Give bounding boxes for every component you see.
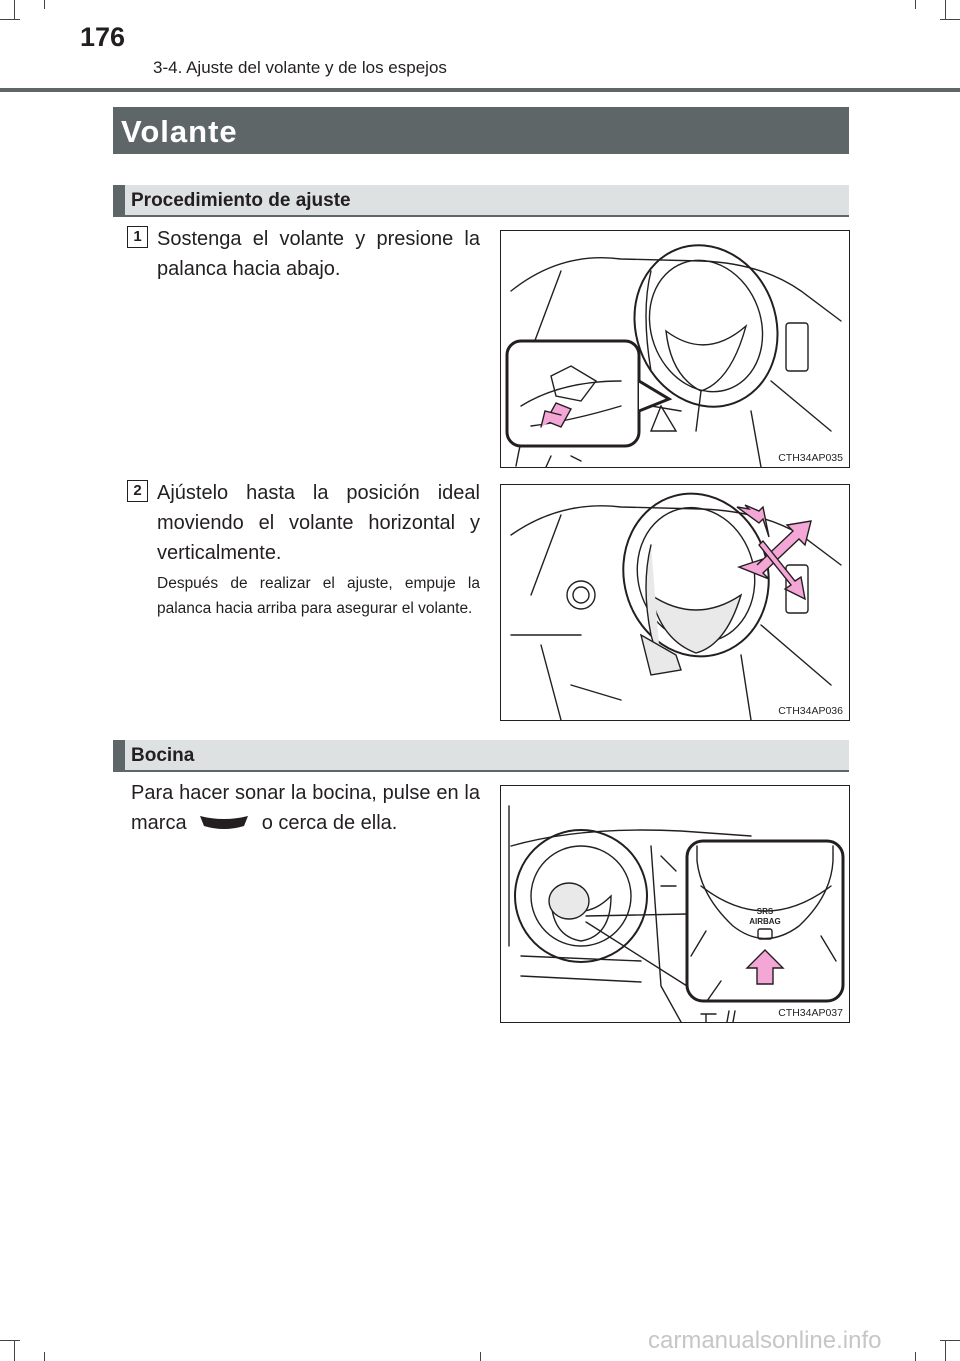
crop-mark bbox=[0, 1340, 20, 1341]
horn-heading-label: Bocina bbox=[131, 745, 195, 766]
horn-text-after: o cerca de ella. bbox=[261, 812, 398, 834]
heading-bar bbox=[113, 740, 125, 772]
heading-bar bbox=[113, 185, 125, 217]
airbag-label: SRS bbox=[756, 907, 774, 916]
header-rule bbox=[0, 88, 960, 92]
crop-mark bbox=[940, 1340, 960, 1341]
page-number: 176 bbox=[80, 22, 126, 52]
crop-mark bbox=[44, 1352, 45, 1361]
crop-mark bbox=[480, 1352, 481, 1361]
crop-mark bbox=[945, 0, 946, 20]
crop-mark bbox=[915, 1352, 916, 1361]
figure-code: CTH34AP035 bbox=[778, 452, 843, 464]
crop-mark bbox=[14, 1340, 15, 1361]
horn-icon bbox=[198, 811, 250, 831]
horn-text-before: Para hacer sonar la bocina, pulse en la marca bbox=[131, 782, 480, 834]
airbag-label: AIRBAG bbox=[749, 917, 781, 926]
crop-mark bbox=[44, 0, 45, 9]
figure-code: CTH34AP037 bbox=[778, 1007, 843, 1019]
adjustment-heading bbox=[113, 185, 849, 217]
steering-wheel-illustration bbox=[501, 786, 849, 1022]
step-1-text: Sostenga el volante y presione la palanca hacia abajo. bbox=[157, 228, 480, 280]
crop-mark bbox=[915, 0, 916, 9]
watermark: carmanualsonline.info bbox=[648, 1327, 882, 1354]
step-2-text: Ajústelo hasta la posición ideal moviendo el volante horizontal y verticalmente. bbox=[157, 482, 480, 564]
section-title: 3-4. Ajuste del volante y de los espejos bbox=[153, 58, 447, 77]
adjust-arrows-icon bbox=[737, 505, 811, 599]
crop-mark bbox=[945, 1340, 946, 1361]
step-number-2: 2 bbox=[127, 480, 148, 502]
figure-horn bbox=[500, 785, 850, 1023]
adjustment-heading-label: Procedimiento de ajuste bbox=[131, 190, 351, 211]
horn-heading bbox=[113, 740, 849, 772]
steering-wheel-illustration bbox=[501, 485, 849, 720]
crop-mark bbox=[14, 0, 15, 20]
figure-lever bbox=[500, 230, 850, 468]
step-number-1: 1 bbox=[127, 226, 148, 248]
step-2-note: Después de realizar el ajuste, empuje la palanca hacia arriba para asegurar el volante. bbox=[157, 575, 480, 617]
figure-code: CTH34AP036 bbox=[778, 705, 843, 717]
figure-adjust bbox=[500, 484, 850, 721]
main-heading bbox=[113, 107, 849, 154]
crop-mark bbox=[940, 19, 960, 20]
main-heading-label: Volante bbox=[121, 114, 238, 149]
crop-mark bbox=[0, 19, 20, 20]
steering-wheel-illustration bbox=[501, 231, 849, 467]
horn-text bbox=[131, 778, 480, 838]
